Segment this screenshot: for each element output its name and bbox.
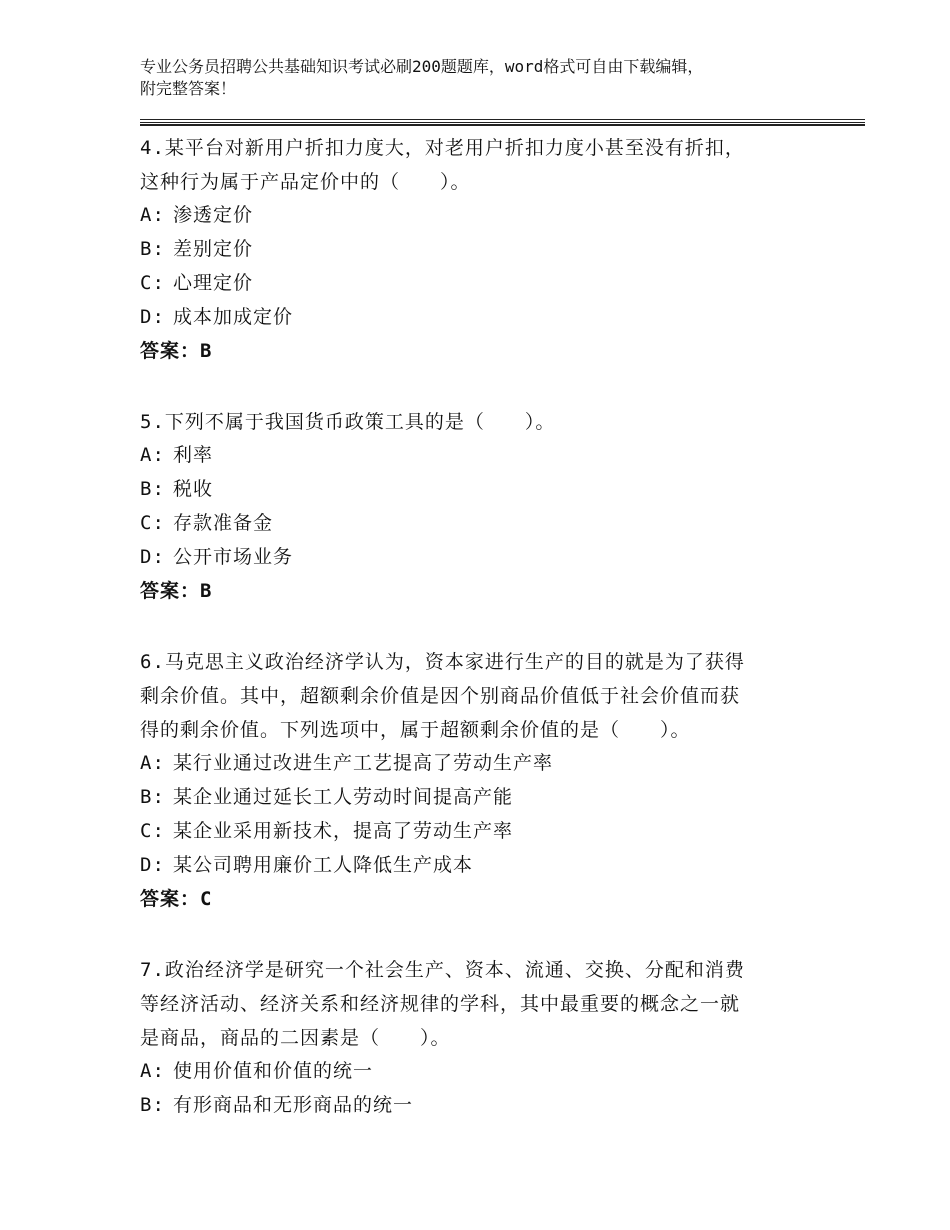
option-key: B:: [140, 478, 165, 500]
question-block: [140, 642, 820, 950]
answer-label: 答案：B: [140, 580, 213, 602]
page-header: [140, 56, 840, 100]
answer-option: [140, 814, 820, 848]
option-key: A:: [140, 1060, 165, 1082]
answer-label: 答案：B: [140, 340, 213, 362]
option-key: B:: [140, 786, 165, 808]
answer-option: [140, 540, 820, 574]
option-text: 成本加成定价: [173, 306, 294, 328]
option-key: C:: [140, 512, 165, 534]
question-spacer: [140, 916, 820, 950]
option-key: D:: [140, 854, 165, 876]
question-stem: 等经济活动、经济关系和经济规律的学科，其中最重要的概念之一就: [140, 993, 741, 1015]
question-block: [140, 950, 820, 1122]
option-text: 某行业通过改进生产工艺提高了劳动生产率: [173, 752, 554, 774]
question-list: [140, 128, 820, 1122]
answer-option: [140, 438, 820, 472]
question-stem: 5.下列不属于我国货币政策工具的是（ ）。: [140, 411, 556, 433]
option-text: 利率: [173, 444, 214, 466]
option-key: B:: [140, 238, 165, 260]
answer-option: [140, 1088, 820, 1122]
option-key: D:: [140, 546, 165, 568]
question-stem: 得的剩余价值。下列选项中，属于超额剩余价值的是（ ）。: [140, 719, 691, 741]
header-line-1: 专业公务员招聘公共基础知识考试必刷200题题库，word格式可自由下载编辑，: [140, 57, 704, 76]
option-text: 税收: [173, 478, 214, 500]
answer-option: [140, 198, 820, 232]
question-stem: 7.政治经济学是研究一个社会生产、资本、流通、交换、分配和消费: [140, 959, 745, 981]
answer-option: [140, 232, 820, 266]
question-stem: 6.马克思主义政治经济学认为，资本家进行生产的目的就是为了获得: [140, 651, 745, 673]
option-key: A:: [140, 204, 165, 226]
question-stem: 是商品，商品的二因素是（ ）。: [140, 1027, 451, 1049]
question-block: [140, 402, 820, 642]
option-text: 存款准备金: [173, 512, 274, 534]
answer-option: [140, 506, 820, 540]
answer-option: [140, 472, 820, 506]
option-key: C:: [140, 820, 165, 842]
answer-option: [140, 1054, 820, 1088]
header-divider: [140, 122, 865, 123]
option-text: 心理定价: [173, 272, 254, 294]
option-text: 公开市场业务: [173, 546, 294, 568]
option-key: B:: [140, 1094, 165, 1116]
option-key: C:: [140, 272, 165, 294]
option-text: 某企业采用新技术，提高了劳动生产率: [173, 820, 514, 842]
answer-option: [140, 848, 820, 882]
option-text: 有形商品和无形商品的统一: [173, 1094, 414, 1116]
header-divider: [140, 119, 865, 120]
answer-label: 答案：C: [140, 888, 213, 910]
option-key: A:: [140, 444, 165, 466]
option-key: D:: [140, 306, 165, 328]
option-key: A:: [140, 752, 165, 774]
question-stem: 4.某平台对新用户折扣力度大，对老用户折扣力度小甚至没有折扣，: [140, 137, 745, 159]
answer-option: [140, 266, 820, 300]
question-stem: 这种行为属于产品定价中的（ ）。: [140, 171, 471, 193]
option-text: 某公司聘用廉价工人降低生产成本: [173, 854, 474, 876]
option-text: 差别定价: [173, 238, 254, 260]
answer-option: [140, 746, 820, 780]
header-divider: [140, 124, 865, 126]
question-block: [140, 128, 820, 402]
answer-option: [140, 780, 820, 814]
header-line-2: 附完整答案！: [140, 79, 237, 98]
question-spacer: [140, 608, 820, 642]
question-spacer: [140, 368, 820, 402]
option-text: 渗透定价: [173, 204, 254, 226]
answer-option: [140, 300, 820, 334]
option-text: 使用价值和价值的统一: [173, 1060, 374, 1082]
option-text: 某企业通过延长工人劳动时间提高产能: [173, 786, 514, 808]
question-stem: 剩余价值。其中，超额剩余价值是因个别商品价值低于社会价值而获: [140, 685, 741, 707]
